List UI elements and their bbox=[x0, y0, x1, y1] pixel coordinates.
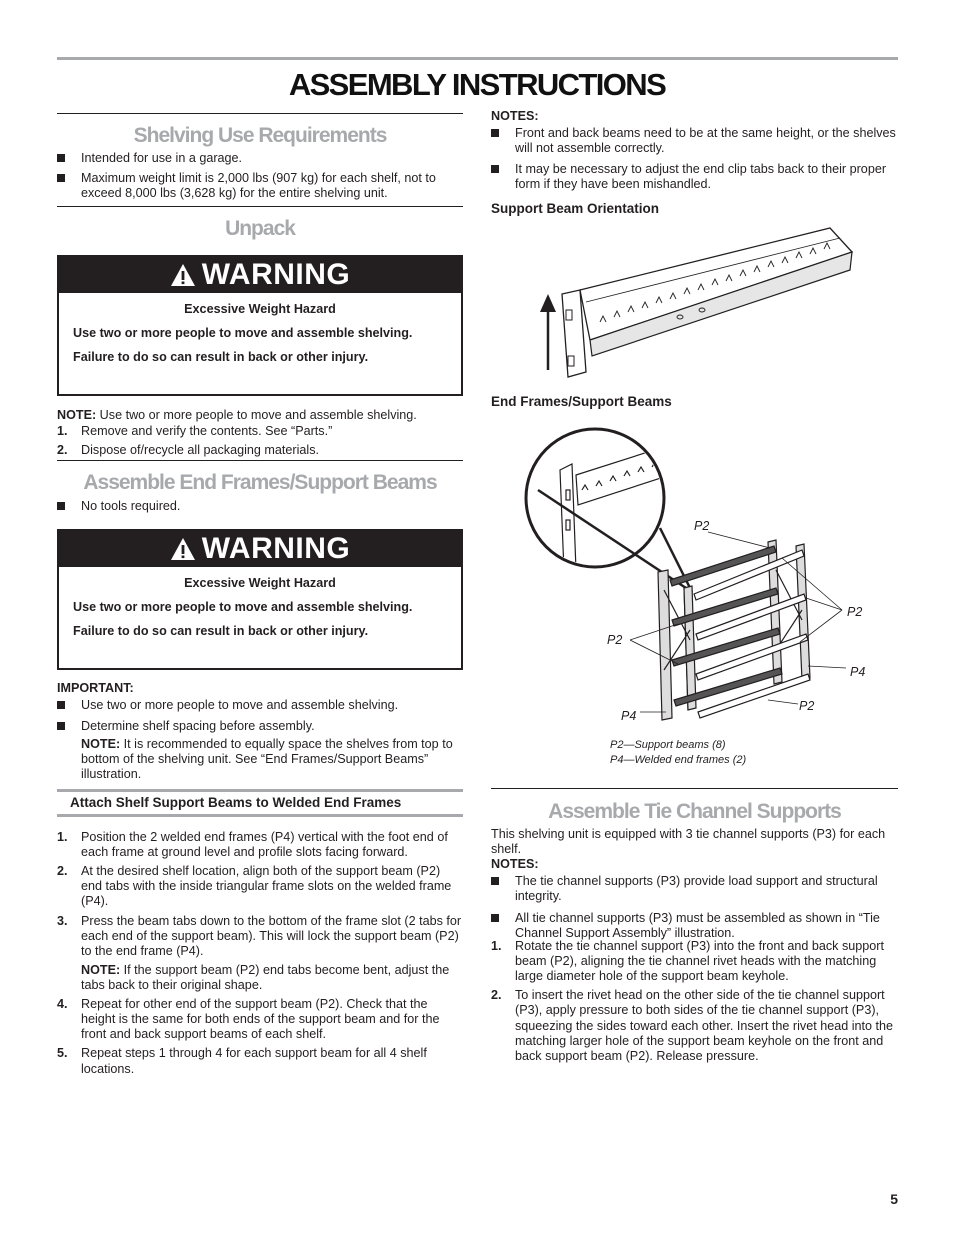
warning-box bbox=[57, 529, 463, 670]
attach-steps bbox=[57, 830, 463, 1081]
list-item: 5. Repeat steps 1 through 4 for each support beam for all 4 shelf locations. bbox=[57, 1046, 427, 1076]
list-item: 1. Remove and verify the contents. See “Parts.” bbox=[57, 424, 333, 438]
warning-header bbox=[59, 531, 461, 567]
tie-title: Assemble Tie Channel Supports bbox=[548, 800, 841, 823]
support-beam-illustration bbox=[530, 222, 860, 382]
tie-intro: This shelving unit is equipped with 3 tie channel supports (P3) for each shelf. bbox=[491, 827, 886, 857]
warning-line: Use two or more people to move and assemble shelving. bbox=[73, 326, 413, 341]
top-rule bbox=[57, 57, 898, 60]
shelving-title: Shelving Use Requirements bbox=[133, 124, 387, 147]
tie-rule bbox=[491, 788, 898, 789]
list-item: 2. At the desired shelf location, align both of the support beam (P2) end tabs with the inside triangular frame slots on the welded frame (P4). bbox=[57, 864, 452, 909]
list-item: Front and back beams need to be at the same height, or the shelves will not assemble correctly. bbox=[491, 126, 898, 156]
label-p2: P2 bbox=[694, 519, 710, 533]
assemble-end-title: Assemble End Frames/Support Beams bbox=[83, 471, 437, 494]
warning-line: Use two or more people to move and assemble shelving. bbox=[73, 600, 413, 615]
warning-label: WARNING bbox=[201, 258, 351, 291]
list-item: No tools required. bbox=[57, 499, 463, 514]
assemble-end-bullets bbox=[57, 499, 463, 519]
caption-end-frames: P4—Welded end frames (2) bbox=[610, 754, 747, 766]
important-note: NOTE: It is recommended to equally space the shelves from top to bottom of the shelving unit. See “End Frames/Support Beams” illustration. bbox=[81, 737, 453, 782]
frames-title: End Frames/Support Beams bbox=[491, 394, 672, 409]
list-item: The tie channel supports (P3) provide load support and structural integrity. bbox=[491, 874, 898, 904]
shelving-bullets bbox=[57, 151, 463, 206]
unpack-title: Unpack bbox=[225, 217, 295, 240]
tie-steps bbox=[491, 939, 898, 1068]
step-note: NOTE: If the support beam (P2) end tabs become bent, adjust the tabs back to their original shape. bbox=[81, 962, 450, 992]
caption-support-beams: P2—Support beams (8) bbox=[610, 739, 726, 751]
list-item: Intended for use in a garage. bbox=[57, 151, 463, 166]
shelving-rule bbox=[57, 113, 463, 114]
warning-triangle-icon bbox=[170, 263, 196, 287]
notes-label: NOTES: bbox=[491, 109, 539, 123]
warning-line: Failure to do so can result in back or other injury. bbox=[73, 624, 369, 639]
list-item: Determine shelf spacing before assembly. bbox=[57, 719, 463, 734]
unpack-rule bbox=[57, 206, 463, 207]
list-item: All tie channel supports (P3) must be assembled as shown in “Tie Channel Support Assembly” illustration. bbox=[491, 911, 898, 941]
right-notes bbox=[491, 126, 898, 197]
list-item: It may be necessary to adjust the end clip tabs back to their proper form if they have been mishandled. bbox=[491, 162, 898, 192]
warning-label: WARNING bbox=[201, 532, 351, 565]
label-p4: P4 bbox=[850, 665, 866, 679]
unpack-steps bbox=[57, 424, 463, 462]
important-label: IMPORTANT: bbox=[57, 681, 134, 695]
important-bullets bbox=[57, 698, 463, 739]
note-text: Use two or more people to move and assemble shelving. bbox=[96, 408, 417, 422]
page-title: ASSEMBLY INSTRUCTIONS bbox=[288, 67, 666, 102]
note-label: NOTE: bbox=[57, 408, 97, 422]
attach-subhead: Attach Shelf Support Beams to Welded End Frames bbox=[57, 789, 463, 817]
end-frames-illustration bbox=[520, 420, 880, 730]
list-item: 4. Repeat for other end of the support beam (P2). Check that the height is the same for both ends of the support beam and for the front and back support beams of each shelf. bbox=[57, 997, 440, 1042]
list-item: 3. Press the beam tabs down to the bottom of the frame slot (2 tabs for each end of the support beam). This will lock the support beam (P2) to the end frame (P4). NOTE: If the support beam (P2) end tabs become bent, adjust the tabs back to their original shape. bbox=[57, 913, 462, 992]
list-item: 1. Position the 2 welded end frames (P4) vertical with the foot end of each frame at ground level and profile slots facing forward. bbox=[57, 830, 448, 860]
label-p4: P4 bbox=[621, 709, 637, 723]
list-item: Maximum weight limit is 2,000 lbs (907 kg) for each shelf, not to exceed 8,000 lbs (3,628 kg) for the entire shelving unit. bbox=[57, 171, 463, 201]
list-item: 2. To insert the rivet head on the other side of the tie channel support (P3), apply pressure to both sides of the tie channel support (P3), squeezing the sides toward each other. Insert the rivet head into the matching larger hole of the support beam keyhole on the front and back support beam (P2). Release pressure. bbox=[491, 988, 894, 1063]
label-p2: P2 bbox=[799, 699, 815, 713]
label-p2: P2 bbox=[607, 633, 623, 647]
warning-header bbox=[59, 257, 461, 293]
warning-hazard: Excessive Weight Hazard bbox=[184, 302, 336, 316]
list-item: 1. Rotate the tie channel support (P3) into the front and back support beam (P2), aligning the tie channel rivet heads with the matching large diameter hole of the support beam keyhole. bbox=[491, 939, 884, 984]
unpack-note bbox=[57, 408, 463, 423]
list-item: 2. Dispose of/recycle all packaging materials. bbox=[57, 443, 319, 458]
page-number: 5 bbox=[890, 1191, 898, 1207]
tie-notes bbox=[491, 874, 898, 946]
warning-box bbox=[57, 255, 463, 396]
warning-line: Failure to do so can result in back or other injury. bbox=[73, 350, 369, 365]
warning-triangle-icon bbox=[170, 537, 196, 561]
list-item: Use two or more people to move and assemble shelving. bbox=[57, 698, 463, 713]
tie-notes-label: NOTES: bbox=[491, 857, 539, 871]
orientation-title: Support Beam Orientation bbox=[491, 201, 660, 216]
label-p2: P2 bbox=[847, 605, 863, 619]
warning-hazard: Excessive Weight Hazard bbox=[184, 576, 336, 590]
assemble-end-rule bbox=[57, 460, 463, 461]
